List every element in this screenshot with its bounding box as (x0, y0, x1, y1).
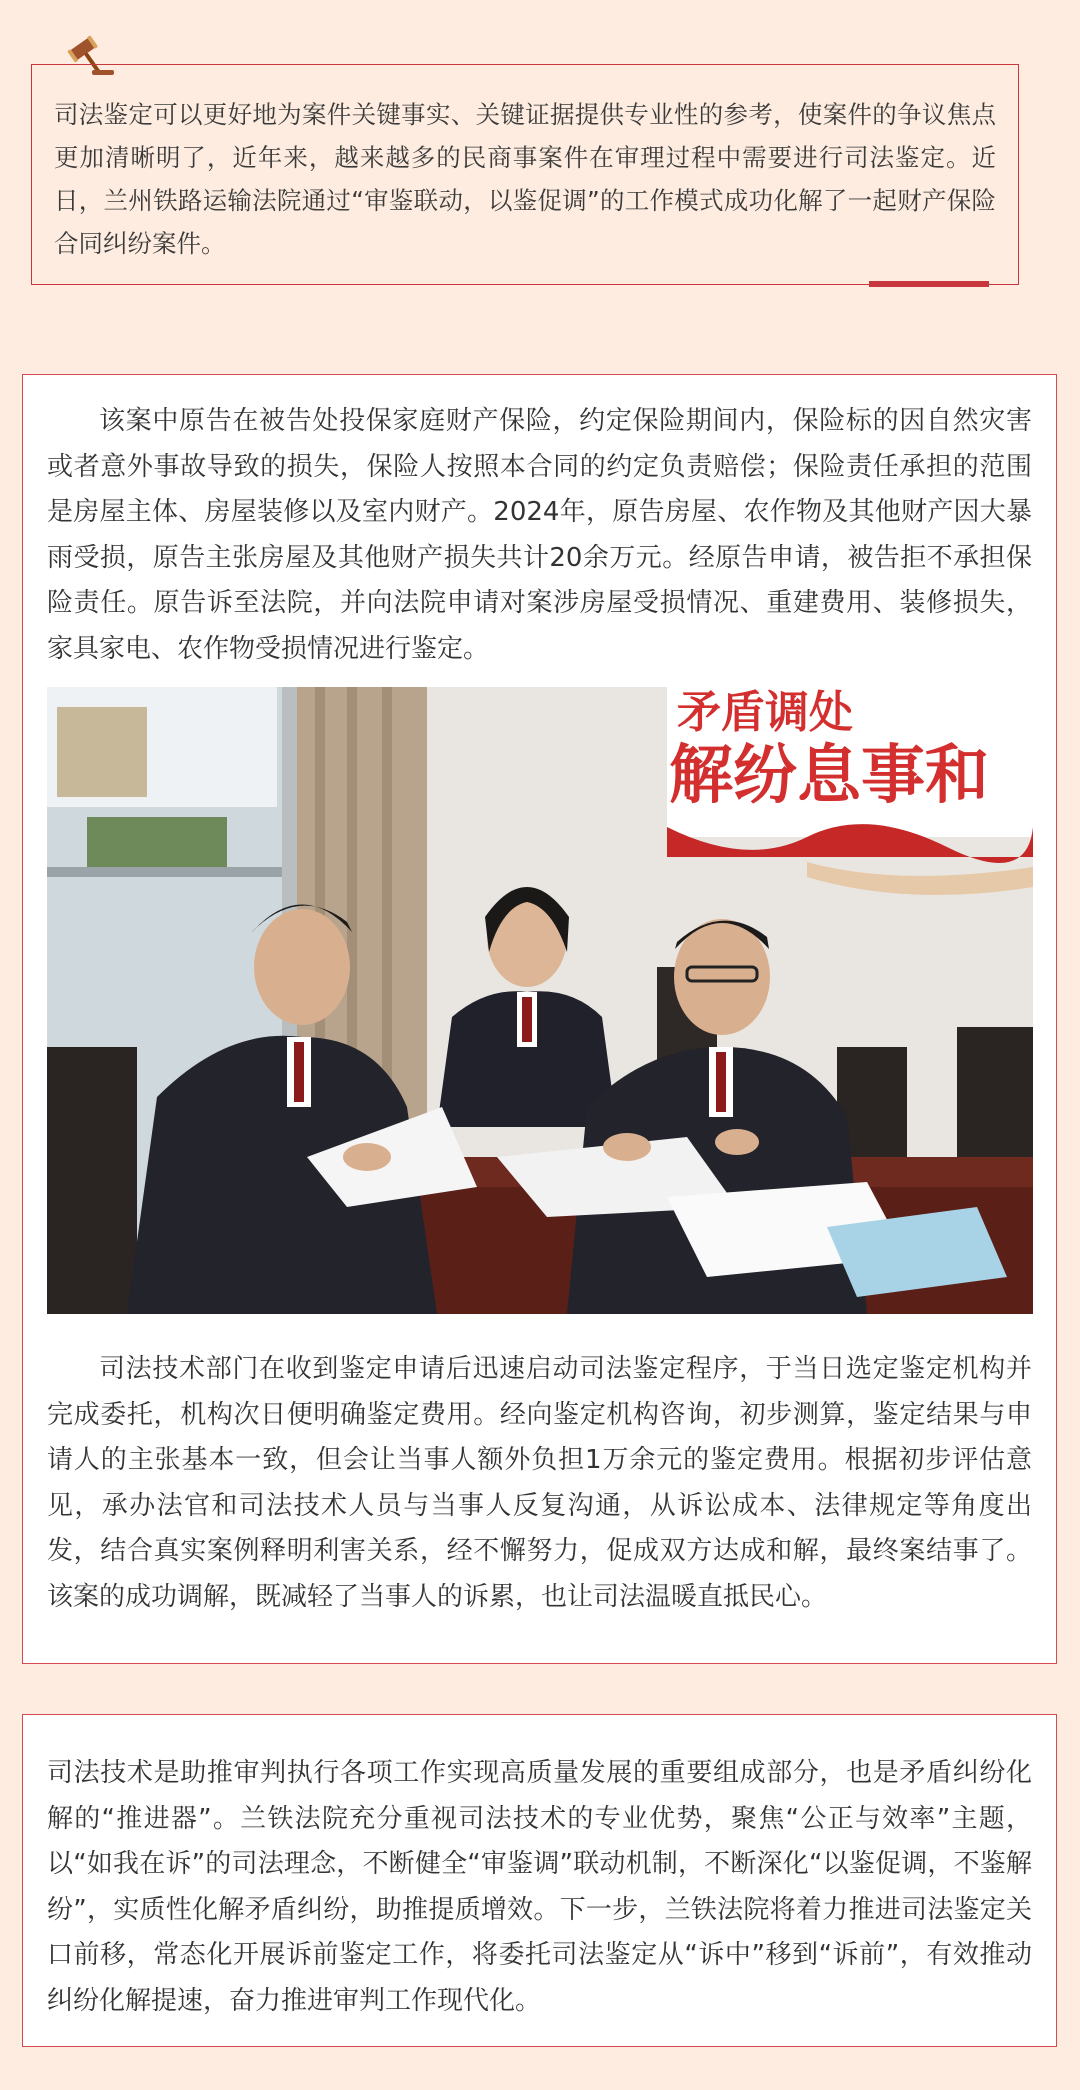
photo-banner-text-2: 解纷息事和 (669, 739, 989, 813)
intro-accent-bar (869, 281, 989, 287)
case-paragraph-2: 司法技术部门在收到鉴定申请后迅速启动司法鉴定程序，于当日选定鉴定机构并完成委托，机构次日便明确鉴定费用。经向鉴定机构咨询，初步测算，鉴定结果与申请人的主张基本一致，但会让当事人额外负担1万余元的鉴定费用。根据初步评估意见，承办法官和司法技术人员与当事人反复沟通，从诉讼成本、法律规定等角度出发，结合真实案例释明利害关系，经不懈努力，促成双方达成和解，最终案结事了。该案的成功调解，既减轻了当事人的诉累，也让司法温暖直抵民心。 (47, 1354, 1032, 1612)
case-card (22, 374, 1057, 1664)
intro-paragraph: 司法鉴定可以更好地为案件关键事实、关键证据提供专业性的参考，使案件的争议焦点更加清晰明了，近年来，越来越多的民商事案件在审理过程中需要进行司法鉴定。近日，兰州铁路运输法院通过“审鉴联动，以鉴促调”的工作模式成功化解了一起财产保险合同纠纷案件。 (54, 100, 996, 258)
mediation-photo (47, 687, 1033, 1314)
summary-card (22, 1714, 1057, 2047)
summary-paragraph: 司法技术是助推审判执行各项工作实现高质量发展的重要组成部分，也是矛盾纠纷化解的“推进器”。兰铁法院充分重视司法技术的专业优势，聚焦“公正与效率”主题，以“如我在诉”的司法理念，不断健全“审鉴调”联动机制，不断深化“以鉴促调，不鉴解纷”，实质性化解矛盾纠纷，助推提质增效。下一步，兰铁法院将着力推进司法鉴定关口前移，常态化开展诉前鉴定工作，将委托司法鉴定从“诉中”移到“诉前”，有效推动纠纷化解提速，奋力推进审判工作现代化。 (47, 1758, 1032, 2016)
case-paragraph-1: 该案中原告在被告处投保家庭财产保险，约定保险期间内，保险标的因自然灾害或者意外事故导致的损失，保险人按照本合同的约定负责赔偿；保险责任承担的范围是房屋主体、房屋装修以及室内财产。2024年，原告房屋、农作物及其他财产因大暴雨受损，原告主张房屋及其他财产损失共计20余万元。经原告申请，被告拒不承担保险责任。原告诉至法院，并向法院申请对案涉房屋受损情况、重建费用、装修损失，家具家电、农作物受损情况进行鉴定。 (47, 406, 1032, 664)
intro-box (31, 64, 1019, 285)
photo-banner-text-1: 矛盾调处 (677, 687, 853, 738)
